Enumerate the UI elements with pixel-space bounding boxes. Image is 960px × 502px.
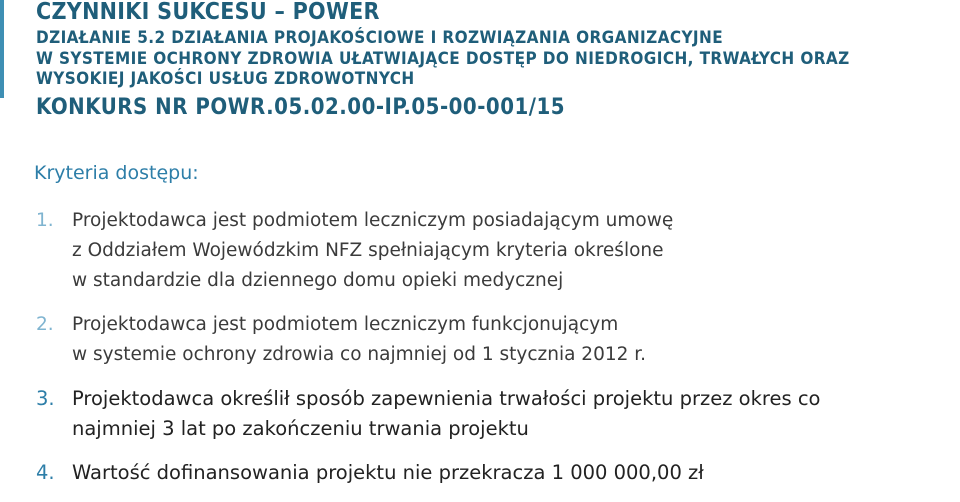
criterion-item <box>36 310 936 370</box>
header-line-1: DZIAŁANIE 5.2 DZIAŁANIA PROJAKOŚCIOWE I ROZWIĄZANIA ORGANIZACYJNE <box>36 28 724 48</box>
criterion-text <box>72 458 936 488</box>
criterion-line: w standardzie dla dziennego domu opieki medycznej <box>72 270 564 291</box>
header-line-2: W SYSTEMIE OCHRONY ZDROWIA UŁATWIAJĄCE DOSTĘP DO NIEDROGICH, TRWAŁYCH ORAZ <box>36 48 850 69</box>
criterion-item <box>36 206 936 296</box>
criterion-text <box>72 310 936 370</box>
header-line-3: WYSOKIEJ JAKOŚCI USŁUG ZDROWOTNYCH <box>36 69 415 89</box>
criterion-number: 3. <box>36 387 55 410</box>
criterion-number: 4. <box>36 461 55 484</box>
criterion-line: Projektodawca jest podmiotem leczniczym funkcjonującym <box>72 314 619 335</box>
criterion-item <box>36 458 936 488</box>
criterion-text <box>72 384 936 444</box>
criterion-item <box>36 384 936 444</box>
criterion-text <box>72 206 936 296</box>
criterion-line: Wartość dofinansowania projektu nie przekracza 1 000 000,00 zł <box>72 461 704 484</box>
criterion-line: Projektodawca jest podmiotem leczniczym posiadającym umowę <box>72 210 674 231</box>
criterion-number: 1. <box>36 210 54 231</box>
criterion-line: z Oddziałem Wojewódzkim NFZ spełniającym kryteria określone <box>72 240 664 261</box>
criterion-line: w systemie ochrony zdrowia co najmniej od 1 stycznia 2012 r. <box>72 344 647 365</box>
criterion-number: 2. <box>36 314 54 335</box>
slide-header <box>36 0 956 121</box>
criteria-list <box>36 206 936 502</box>
section-label: Kryteria dostępu: <box>34 162 199 184</box>
criterion-line: najmniej 3 lat po zakończeniu trwania projektu <box>72 417 529 440</box>
konkurs-number: KONKURS NR POWR.05.02.00-IP.05-00-001/15 <box>36 94 566 120</box>
slide-title: CZYNNIKI SUKCESU – POWER <box>36 0 380 25</box>
criterion-line: Projektodawca określił sposób zapewnienia trwałości projektu przez okres co <box>72 387 821 410</box>
accent-bar <box>0 0 4 98</box>
